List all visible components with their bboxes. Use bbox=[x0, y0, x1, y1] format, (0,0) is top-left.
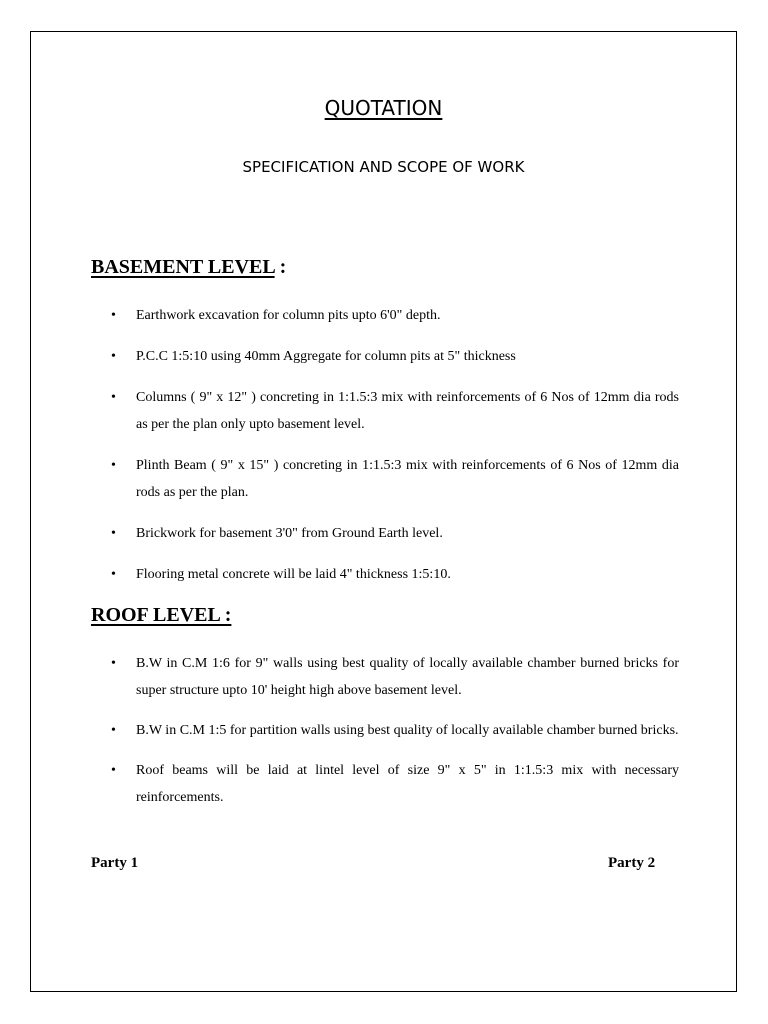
section-heading-basement-suffix: : bbox=[274, 256, 287, 278]
section-heading-roof-text: ROOF LEVEL : bbox=[91, 604, 232, 626]
list-item: • P.C.C 1:5:10 using 40mm Aggregate for column pits at 5" thickness bbox=[91, 343, 679, 370]
list-item: • Brickwork for basement 3'0" from Ground Earth level. bbox=[91, 520, 679, 547]
basement-items-list bbox=[91, 302, 679, 588]
section-heading-basement bbox=[91, 256, 286, 279]
list-item: • Plinth Beam ( 9" x 15" ) concreting in 1:1.5:3 mix with reinforcements of 6 Nos of 12mm dia rods as per the plan. bbox=[91, 452, 679, 506]
list-item: • Earthwork excavation for column pits upto 6'0" depth. bbox=[91, 302, 679, 329]
list-item: • B.W in C.M 1:5 for partition walls using best quality of locally available chamber burned bricks. bbox=[91, 717, 679, 744]
document-subtitle: SPECIFICATION AND SCOPE OF WORK bbox=[242, 158, 525, 176]
list-item: • Flooring metal concrete will be laid 4" thickness 1:5:10. bbox=[91, 561, 679, 588]
party-2-label: Party 2 bbox=[608, 855, 656, 871]
document-page bbox=[30, 31, 737, 992]
section-heading-basement-text: BASEMENT LEVEL bbox=[91, 256, 275, 278]
roof-items-list bbox=[91, 650, 679, 811]
list-item: • Columns ( 9" x 12" ) concreting in 1:1.5:3 mix with reinforcements of 6 Nos of 12mm dia rods as per the plan only upto basement level. bbox=[91, 384, 679, 438]
section-heading-roof bbox=[91, 604, 231, 627]
party-1-label: Party 1 bbox=[91, 855, 139, 871]
document-title: QUOTATION bbox=[324, 96, 443, 120]
list-item: • Roof beams will be laid at lintel level of size 9" x 5" in 1:1.5:3 mix with necessary reinforcements. bbox=[91, 757, 679, 811]
list-item: • B.W in C.M 1:6 for 9" walls using best quality of locally available chamber burned bricks for super structure upto 10' height high above basement level. bbox=[91, 650, 679, 704]
